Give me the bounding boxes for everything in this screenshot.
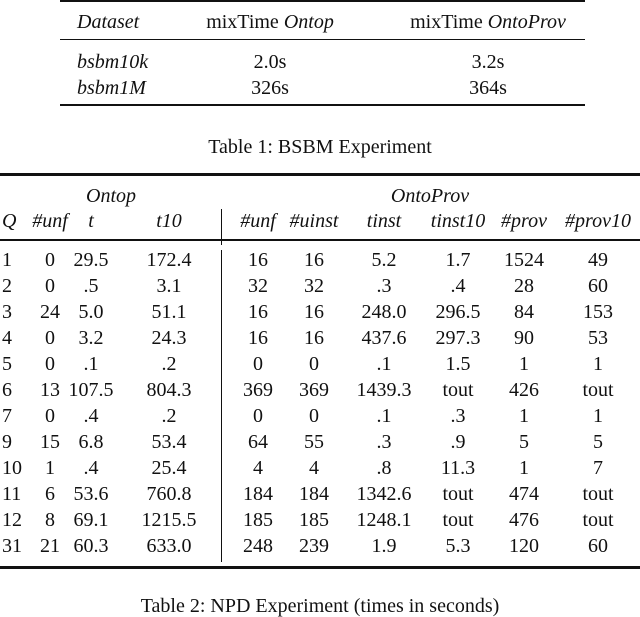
- cell: 184: [299, 483, 329, 505]
- cell: tout: [582, 379, 614, 401]
- cell: 185: [243, 509, 273, 531]
- top-rule: [0, 173, 640, 176]
- cell: .1: [376, 353, 392, 375]
- cell: 296.5: [435, 301, 481, 323]
- cell: .4: [450, 275, 466, 297]
- bottom-rule: [0, 566, 640, 569]
- column-separator: [221, 250, 222, 562]
- cell: 369: [243, 379, 273, 401]
- cell: 3.2: [78, 327, 104, 349]
- cell: 49: [588, 249, 608, 271]
- cell: 60: [588, 275, 608, 297]
- cell: 0: [45, 275, 55, 297]
- cell: 0: [309, 405, 319, 427]
- dataset-name: bsbm1M: [77, 77, 146, 99]
- query-id: 6: [2, 379, 12, 401]
- cell: 1: [519, 353, 529, 375]
- cell: .8: [376, 457, 392, 479]
- query-id: 11: [2, 483, 22, 505]
- cell: 107.5: [68, 379, 114, 401]
- query-id: 2: [2, 275, 12, 297]
- cell: 4: [309, 457, 319, 479]
- column-header: mixTime Ontop: [206, 11, 334, 33]
- column-header: Q: [2, 210, 17, 232]
- cell: 16: [248, 249, 268, 271]
- query-id: 10: [2, 457, 22, 479]
- cell: .1: [376, 405, 392, 427]
- query-id: 7: [2, 405, 12, 427]
- cell: tout: [582, 483, 614, 505]
- cell: 633.0: [146, 535, 192, 557]
- cell: 5.3: [445, 535, 471, 557]
- cell: 5: [519, 431, 529, 453]
- cell: 297.3: [435, 327, 481, 349]
- cell: 1215.5: [141, 509, 197, 531]
- cell: 760.8: [146, 483, 192, 505]
- cell: 1.9: [371, 535, 397, 557]
- query-id: 5: [2, 353, 12, 375]
- bottom-rule: [60, 104, 585, 106]
- cell: 0: [45, 249, 55, 271]
- cell: 90: [514, 327, 534, 349]
- cell: 1.5: [445, 353, 471, 375]
- column-header: tinst: [366, 210, 402, 232]
- cell: 172.4: [146, 249, 192, 271]
- cell: 476: [509, 509, 539, 531]
- table-caption: Table 2: NPD Experiment (times in seconds): [140, 595, 500, 617]
- cell: .3: [376, 275, 392, 297]
- cell: 69.1: [73, 509, 109, 531]
- group-header-ontop: Ontop: [86, 185, 136, 207]
- cell: .4: [83, 457, 99, 479]
- cell: 369: [299, 379, 329, 401]
- cell: 1.7: [445, 249, 471, 271]
- cell: 24.3: [151, 327, 187, 349]
- cell: 5.0: [78, 301, 104, 323]
- cell: 25.4: [151, 457, 187, 479]
- cell: 16: [248, 327, 268, 349]
- column-header: Dataset: [77, 11, 140, 33]
- query-id: 4: [2, 327, 12, 349]
- cell: tout: [442, 379, 474, 401]
- query-id: 12: [2, 509, 22, 531]
- cell: 16: [304, 327, 324, 349]
- cell: 7: [593, 457, 603, 479]
- cell: 1248.1: [356, 509, 412, 531]
- cell: 1439.3: [356, 379, 412, 401]
- cell: 32: [304, 275, 324, 297]
- cell: 8: [45, 509, 55, 531]
- cell: 1: [593, 405, 603, 427]
- cell: 804.3: [146, 379, 192, 401]
- cell: 426: [509, 379, 539, 401]
- cell: 5.2: [371, 249, 397, 271]
- top-rule: [60, 0, 585, 2]
- cell: 53.4: [151, 431, 187, 453]
- column-header: tinst10: [430, 210, 486, 232]
- cell-time-ontoprov: 364s: [469, 77, 507, 99]
- cell: 0: [253, 405, 263, 427]
- query-id: 9: [2, 431, 12, 453]
- cell: 28: [514, 275, 534, 297]
- cell: 1524: [504, 249, 544, 271]
- cell: 51.1: [151, 301, 187, 323]
- dataset-name: bsbm10k: [77, 51, 149, 73]
- mid-rule: [60, 39, 585, 40]
- cell-time-ontoprov: 3.2s: [471, 51, 505, 73]
- cell: 248: [243, 535, 273, 557]
- cell: 153: [583, 301, 613, 323]
- cell: 474: [509, 483, 539, 505]
- cell: 64: [248, 431, 268, 453]
- cell: 15: [40, 431, 60, 453]
- cell: 1: [593, 353, 603, 375]
- cell: 248.0: [361, 301, 407, 323]
- cell: 4: [253, 457, 263, 479]
- cell: 16: [304, 301, 324, 323]
- cell: 32: [248, 275, 268, 297]
- cell: 11.3: [440, 457, 476, 479]
- column-header: #prov10: [565, 210, 631, 232]
- cell: 53.6: [73, 483, 109, 505]
- cell: 1: [45, 457, 55, 479]
- cell: .4: [83, 405, 99, 427]
- cell: 0: [45, 327, 55, 349]
- cell: 185: [299, 509, 329, 531]
- cell: tout: [582, 509, 614, 531]
- cell: 29.5: [73, 249, 109, 271]
- cell: .2: [161, 405, 177, 427]
- table-caption: Table 1: BSBM Experiment: [208, 136, 432, 158]
- column-header: mixTime OntoProv: [410, 11, 566, 33]
- cell-time-ontop: 2.0s: [253, 51, 287, 73]
- cell: 84: [514, 301, 534, 323]
- cell: 437.6: [361, 327, 407, 349]
- cell: 60.3: [73, 535, 109, 557]
- cell: .3: [376, 431, 392, 453]
- column-separator: [221, 209, 222, 245]
- cell: .9: [450, 431, 466, 453]
- cell: 184: [243, 483, 273, 505]
- query-id: 1: [2, 249, 12, 271]
- cell: 60: [588, 535, 608, 557]
- cell: 1: [519, 405, 529, 427]
- group-header-ontoprov: OntoProv: [390, 185, 470, 207]
- cell: tout: [442, 483, 474, 505]
- column-header: #uinst: [289, 210, 339, 232]
- cell: 0: [45, 405, 55, 427]
- cell: .3: [450, 405, 466, 427]
- cell: .1: [83, 353, 99, 375]
- cell: 1342.6: [356, 483, 412, 505]
- cell: 24: [40, 301, 60, 323]
- query-id: 3: [2, 301, 12, 323]
- cell: 239: [299, 535, 329, 557]
- cell: 0: [253, 353, 263, 375]
- column-header: t10: [156, 210, 182, 232]
- cell: 55: [304, 431, 324, 453]
- cell: 16: [304, 249, 324, 271]
- cell: 3.1: [156, 275, 182, 297]
- cell: .5: [83, 275, 99, 297]
- cell: 21: [40, 535, 60, 557]
- cell: .2: [161, 353, 177, 375]
- column-header: #unf: [240, 210, 276, 232]
- cell: 53: [588, 327, 608, 349]
- cell: 6: [45, 483, 55, 505]
- cell-time-ontop: 326s: [251, 77, 289, 99]
- cell: 120: [509, 535, 539, 557]
- column-header: #unf: [32, 210, 68, 232]
- cell: 6.8: [78, 431, 104, 453]
- column-header: #prov: [501, 210, 547, 232]
- cell: 16: [248, 301, 268, 323]
- cell: 0: [45, 353, 55, 375]
- cell: 13: [40, 379, 60, 401]
- column-header: t: [88, 210, 94, 232]
- query-id: 31: [2, 535, 22, 557]
- cell: 1: [519, 457, 529, 479]
- mid-rule: [0, 239, 640, 241]
- cell: 5: [593, 431, 603, 453]
- cell: tout: [442, 509, 474, 531]
- cell: 0: [309, 353, 319, 375]
